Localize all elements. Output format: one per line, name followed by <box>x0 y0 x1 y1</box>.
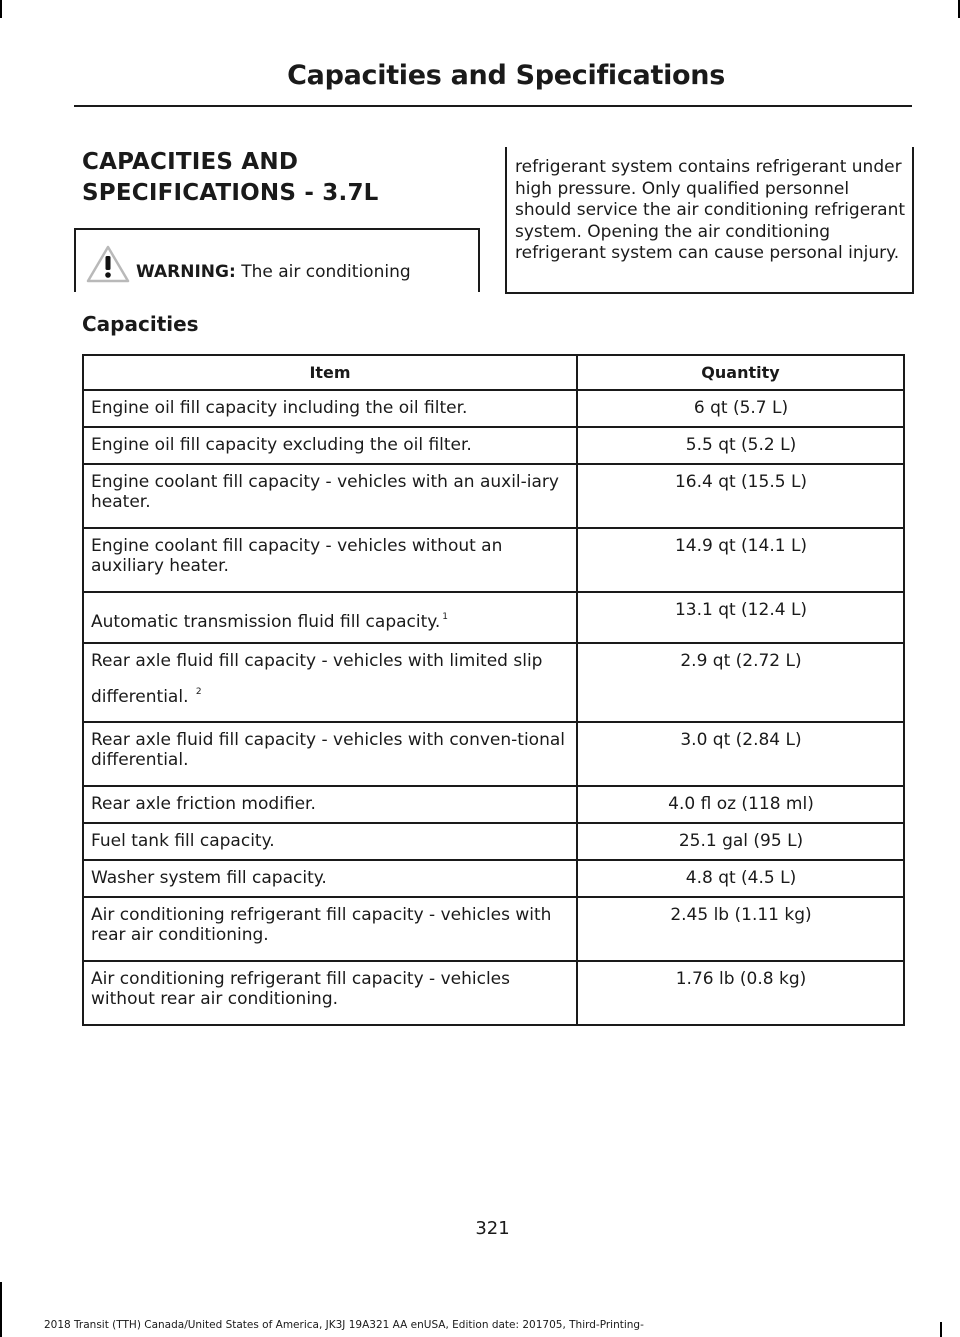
row-quantity: 4.8 qt (4.5 L) <box>577 860 904 897</box>
row-item: Engine coolant fill capacity - vehicles with an auxil-iary heater. <box>83 464 577 528</box>
warning-box-continued <box>505 147 914 294</box>
row-item: Fuel tank fill capacity. <box>83 823 577 860</box>
crop-mark <box>0 1282 2 1337</box>
row-item: Air conditioning refrigerant fill capacity - vehicles without rear air conditioning. <box>83 961 577 1025</box>
column-header-item: Item <box>83 355 577 390</box>
row-quantity: 14.9 qt (14.1 L) <box>577 528 904 592</box>
table-row <box>83 427 904 464</box>
row-quantity: 2.45 lb (1.11 kg) <box>577 897 904 961</box>
row-quantity: 3.0 qt (2.84 L) <box>577 722 904 786</box>
row-item: Air conditioning refrigerant fill capacity - vehicles with rear air conditioning. <box>83 897 577 961</box>
row-item <box>83 643 577 722</box>
row-item: Rear axle fluid fill capacity - vehicles with conven-tional differential. <box>83 722 577 786</box>
capacities-title: Capacities <box>82 312 199 336</box>
table-row <box>83 897 904 961</box>
row-item: Engine coolant fill capacity - vehicles without an auxiliary heater. <box>83 528 577 592</box>
row-quantity: 5.5 qt (5.2 L) <box>577 427 904 464</box>
warning-text-part1: The air conditioning <box>241 262 411 282</box>
table-row <box>83 823 904 860</box>
table-row <box>83 464 904 528</box>
warning-triangle-icon <box>86 244 130 284</box>
row-quantity: 25.1 gal (95 L) <box>577 823 904 860</box>
row-item <box>83 592 577 643</box>
footer-text: 2018 Transit (TTH) Canada/United States of America, JK3J 19A321 AA enUSA, Edition date: 201705, Third-Printing- <box>44 1319 644 1331</box>
row-item: Engine oil fill capacity including the oil filter. <box>83 390 577 427</box>
table-header-row <box>83 355 904 390</box>
row-quantity: 6 qt (5.7 L) <box>577 390 904 427</box>
table-row <box>83 592 904 643</box>
page-number: 321 <box>475 1218 510 1239</box>
crop-mark <box>0 0 2 18</box>
row-quantity: 1.76 lb (0.8 kg) <box>577 961 904 1025</box>
header-rule <box>74 105 912 107</box>
page-header-title: Capacities and Specifications <box>287 60 725 91</box>
row-quantity: 4.0 fl oz (118 ml) <box>577 786 904 823</box>
row-quantity: 2.9 qt (2.72 L) <box>577 643 904 722</box>
warning-text-part2: refrigerant system contains refrigerant under high pressure. Only qualified personnel should service the air conditioning refrigerant system. Opening the air conditioning refrigerant system can cause personal injury. <box>515 157 906 264</box>
table-row <box>83 786 904 823</box>
warning-box-start <box>74 228 480 292</box>
capacities-table <box>82 354 905 1026</box>
footnote-marker: 1 <box>442 612 449 622</box>
footnote-marker: 2 <box>195 687 202 697</box>
crop-mark <box>940 1322 942 1337</box>
row-item-text: Rear axle fluid fill capacity - vehicles with limited slip differential. <box>91 651 543 707</box>
table-row <box>83 390 904 427</box>
table-row <box>83 860 904 897</box>
table-row <box>83 722 904 786</box>
warning-text-start <box>136 262 411 282</box>
section-title: CAPACITIES AND SPECIFICATIONS - 3.7L <box>82 149 379 206</box>
warning-label: WARNING: <box>136 262 236 282</box>
row-item: Engine oil fill capacity excluding the oil filter. <box>83 427 577 464</box>
column-header-quantity: Quantity <box>577 355 904 390</box>
row-item: Washer system fill capacity. <box>83 860 577 897</box>
table-row <box>83 528 904 592</box>
row-quantity: 16.4 qt (15.5 L) <box>577 464 904 528</box>
row-quantity: 13.1 qt (12.4 L) <box>577 592 904 643</box>
table-row <box>83 643 904 722</box>
row-item: Rear axle friction modifier. <box>83 786 577 823</box>
table-row <box>83 961 904 1025</box>
row-item-text: Automatic transmission fluid fill capacity. <box>91 612 441 632</box>
